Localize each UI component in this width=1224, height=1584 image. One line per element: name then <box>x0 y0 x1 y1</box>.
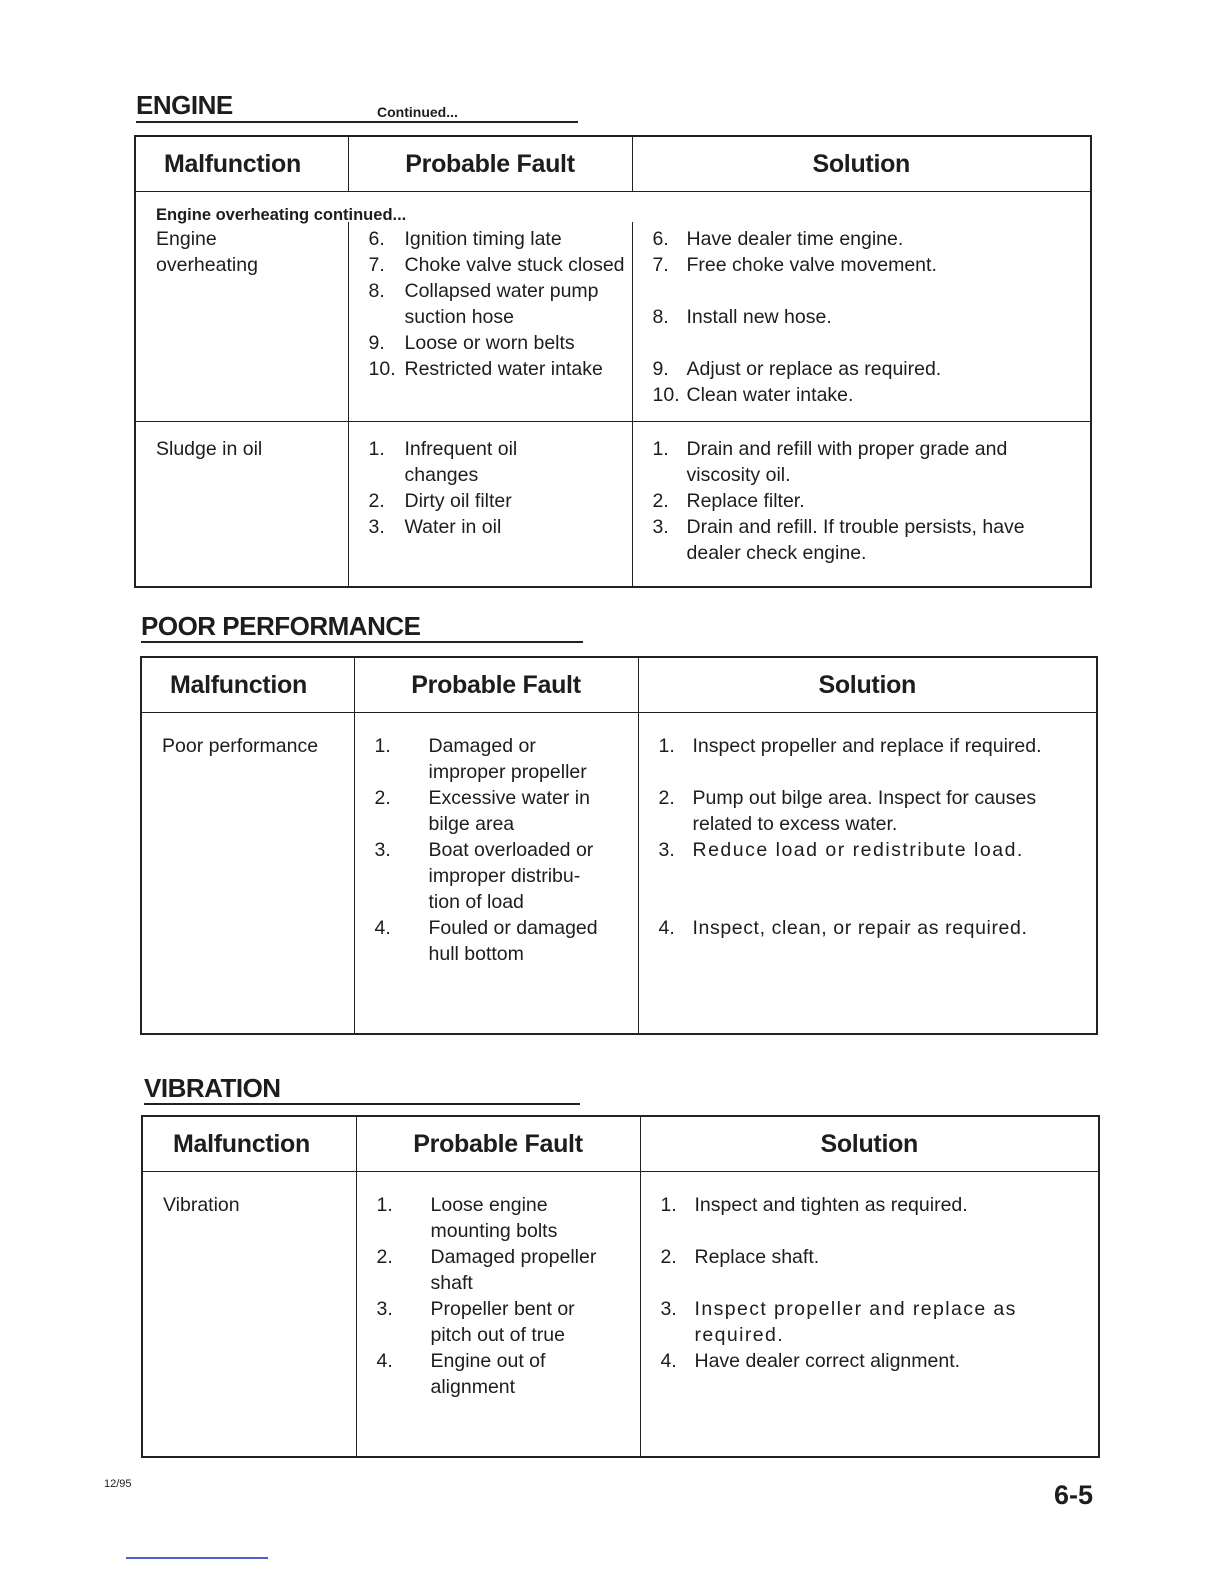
list-item: 3. Boat overloaded or improper distribu-tion of load <box>374 839 594 913</box>
header-malfunction: Malfunction <box>135 136 348 192</box>
list-item: 10. Restricted water intake <box>368 358 603 380</box>
list-item: 4. Have dealer correct alignment. <box>660 1350 961 1372</box>
engine-section-rule <box>136 121 578 123</box>
header-solution: Solution <box>638 657 1097 713</box>
list-item: 2. Pump out bilge area. Inspect for causes related to excess water. <box>658 787 1037 835</box>
list-item: 1. Inspect and tighten as required. <box>660 1194 968 1216</box>
header-probable-fault: Probable Fault <box>354 657 638 713</box>
list-item: 2. Damaged propeller shaft <box>376 1246 597 1294</box>
list-item: 2. Replace filter. <box>652 490 805 512</box>
list-item: 3. Reduce load or redistribute load. <box>658 839 1024 861</box>
header-malfunction: Malfunction <box>142 1116 356 1172</box>
header-solution: Solution <box>632 136 1091 192</box>
table-row <box>135 222 1091 422</box>
footer-date: 12/95 <box>104 1478 132 1490</box>
list-item: 2. Replace shaft. <box>660 1246 820 1268</box>
list-item: 4. Fouled or damaged hull bottom <box>374 917 598 965</box>
list-item: 8. Collapsed water pump suction hose <box>368 280 599 328</box>
poor-performance-section-rule <box>141 641 583 643</box>
list-item: 3. Drain and refill. If trouble persists, have dealer check engine. <box>652 516 1025 564</box>
list-item: 10. Clean water intake. <box>652 384 854 406</box>
list-item: 1. Damaged or improper propeller <box>374 735 587 783</box>
table-header-row <box>142 1116 1099 1172</box>
list-item: 1. Inspect propeller and replace if required. <box>658 735 1042 757</box>
engine-section-subtitle: Continued... <box>377 104 458 120</box>
list-item: 3. Water in oil <box>368 516 502 538</box>
malfunction-label: Vibration <box>163 1194 240 1216</box>
list-item: 1. Infrequent oil changes <box>368 438 518 486</box>
header-solution: Solution <box>640 1116 1099 1172</box>
header-malfunction: Malfunction <box>141 657 354 713</box>
solution-list <box>653 226 1081 408</box>
table-row <box>135 422 1091 588</box>
engine-table <box>134 135 1092 588</box>
vibration-section-title: VIBRATION <box>144 1073 281 1103</box>
list-item: 7. Choke valve stuck closed <box>368 254 625 276</box>
continued-caption: Engine overheating continued... <box>156 206 407 224</box>
malfunction-label: Poor performance <box>162 735 319 757</box>
malfunction-label: Sludge in oil <box>156 438 263 460</box>
list-item: 7. Free choke valve movement. <box>652 254 937 276</box>
header-probable-fault: Probable Fault <box>356 1116 640 1172</box>
list-item: 2. Dirty oil filter <box>368 490 512 512</box>
list-item: 4. Inspect, clean, or repair as required. <box>658 917 1028 939</box>
list-item: 4. Engine out of alignment <box>376 1350 546 1398</box>
list-item: 1. Drain and refill with proper grade and viscosity oil. <box>652 438 1008 486</box>
list-item: 9. Loose or worn belts <box>368 332 575 354</box>
fault-list <box>369 226 626 382</box>
fault-list <box>369 436 626 540</box>
list-item: 9. Adjust or replace as required. <box>652 358 942 380</box>
continued-caption-row <box>135 192 1091 223</box>
header-probable-fault: Probable Fault <box>348 136 632 192</box>
list-item: 6. Have dealer time engine. <box>652 228 904 250</box>
poor-performance-section-title: POOR PERFORMANCE <box>141 611 421 641</box>
engine-section-title: ENGINE <box>136 90 233 120</box>
vibration-section-rule <box>144 1103 580 1105</box>
solution-list <box>661 1192 1089 1374</box>
table-header-row <box>135 136 1091 192</box>
list-item: 1. Loose engine mounting bolts <box>376 1194 558 1242</box>
footer-rule <box>126 1557 268 1559</box>
solution-list <box>653 436 1081 566</box>
malfunction-label: Engine overheating <box>156 228 258 276</box>
list-item: 3. Propeller bent or pitch out of true <box>376 1298 575 1346</box>
table-header-row <box>141 657 1097 713</box>
solution-list <box>659 733 1087 941</box>
fault-list <box>377 1192 634 1400</box>
list-item: 3. Inspect propeller and replace as required. <box>660 1298 1017 1346</box>
vibration-table <box>141 1115 1100 1458</box>
list-item: 2. Excessive water in bilge area <box>374 787 590 835</box>
table-row <box>142 1172 1099 1458</box>
table-row <box>141 713 1097 1035</box>
list-item: 8. Install new hose. <box>652 306 832 328</box>
fault-list <box>375 733 632 967</box>
poor-performance-table <box>140 656 1098 1035</box>
page-number: 6-5 <box>1054 1480 1094 1510</box>
list-item: 6. Ignition timing late <box>368 228 562 250</box>
